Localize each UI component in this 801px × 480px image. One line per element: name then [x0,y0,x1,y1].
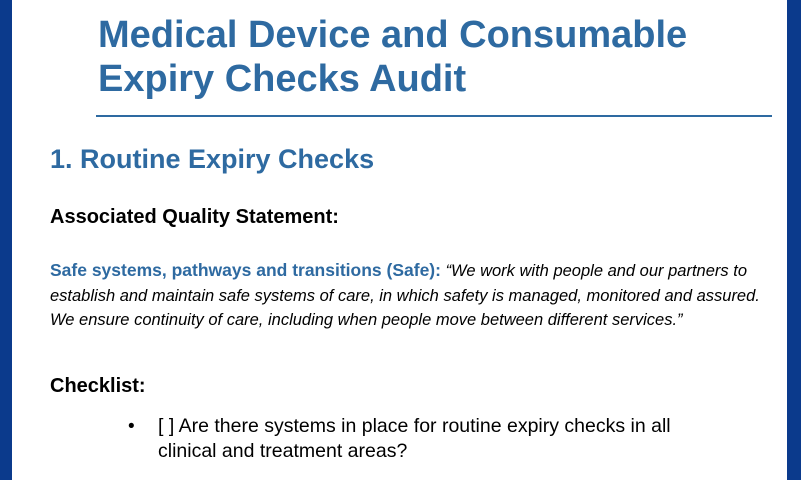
checklist [120,414,720,464]
section-heading: 1. Routine Expiry Checks [50,144,375,174]
checklist-heading: Checklist: [50,375,146,397]
statement-label: Safe systems, pathways and transitions (Safe): [50,260,441,280]
right-border [787,0,801,480]
document-page [12,0,787,480]
checklist-item [120,414,720,464]
quality-statement [50,258,760,333]
statement-quote: “We work with people and our partners to establish and maintain safe systems of care, in which safety is managed, monitored and assured. We ensure continuity of care, including when people move between different services.” [50,262,760,329]
title-line-1: Medical Device and Consumable [98,14,688,56]
bullet-icon: • [128,416,135,437]
title-divider [96,115,772,117]
document-title [98,13,778,101]
title-line-2: Expiry Checks Audit [98,58,467,100]
left-border [0,0,12,480]
checklist-item-text: [ ] Are there systems in place for routine expiry checks in all clinical and treatment areas? [158,415,671,462]
associated-quality-statement-heading: Associated Quality Statement: [50,206,339,228]
